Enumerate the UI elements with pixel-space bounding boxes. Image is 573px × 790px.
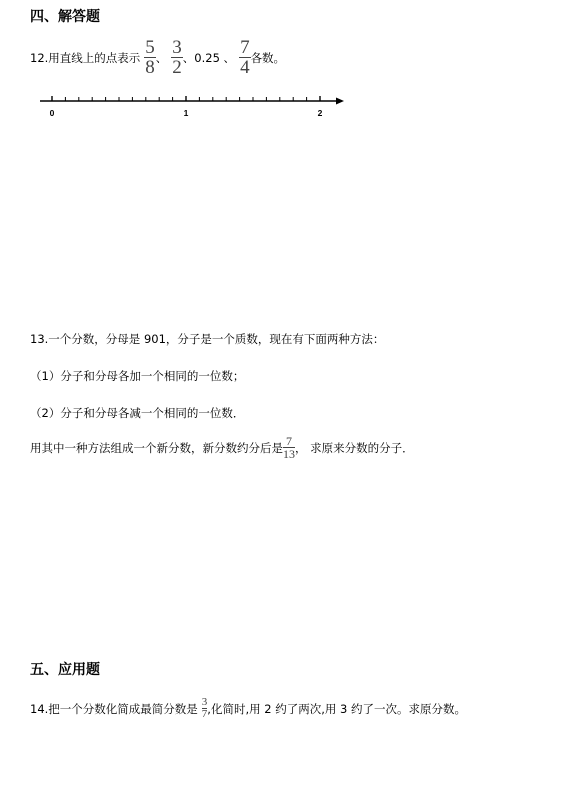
question-13-method-1: （1）分子和分母各加一个相同的一位数； [30,369,245,383]
number-line-arrow-icon [336,98,344,105]
fraction-numerator: 3 [172,37,182,58]
q13-task-suffix: ， 求原来分数的分子． [295,440,414,455]
question-13-text: 13.一个分数，分母是 901，分子是一个质数，现在有下面两种方法： [30,332,385,346]
q12-separator: 、 [155,50,168,65]
question-13-task [30,435,414,460]
question-12 [30,38,285,77]
number-line-label: 1 [183,108,189,118]
section-title-application: 五、应用题 [30,662,100,678]
q14-suffix: ,化简时,用 2 约了两次,用 3 约了一次。求原分数。 [207,701,467,716]
fraction-numerator: 5 [145,37,155,58]
fraction-denominator: 13 [283,447,295,461]
fraction-7-4 [239,38,251,77]
fraction-7-13 [283,435,295,460]
fraction-numerator: 7 [240,37,250,58]
number-line [36,90,356,122]
fraction-3-2 [171,38,183,77]
number-line-label: 2 [317,108,323,118]
q12-prefix: 12.用直线上的点表示 [30,50,141,65]
q12-separator: 、0.25 、 [182,50,236,65]
fraction-numerator: 3 [201,696,208,708]
fraction-denominator: 8 [145,57,155,78]
fraction-numerator: 7 [286,434,292,448]
question-13-method-2: （2）分子和分母各减一个相同的一位数． [30,406,245,420]
fraction-denominator: 2 [172,57,182,78]
q14-prefix: 14.把一个分数化简成最简分数是 [30,701,198,716]
q12-suffix: 各数。 [250,50,286,65]
number-line-label: 0 [49,108,55,118]
fraction-denominator: 4 [240,57,250,78]
section-title-answer: 四、解答题 [30,9,100,25]
q13-task-prefix: 用其中一种方法组成一个新分数，新分数约分后是 [30,440,283,455]
fraction-5-8 [144,38,156,77]
fraction-denominator: 7 [201,708,208,720]
question-14 [30,697,466,720]
